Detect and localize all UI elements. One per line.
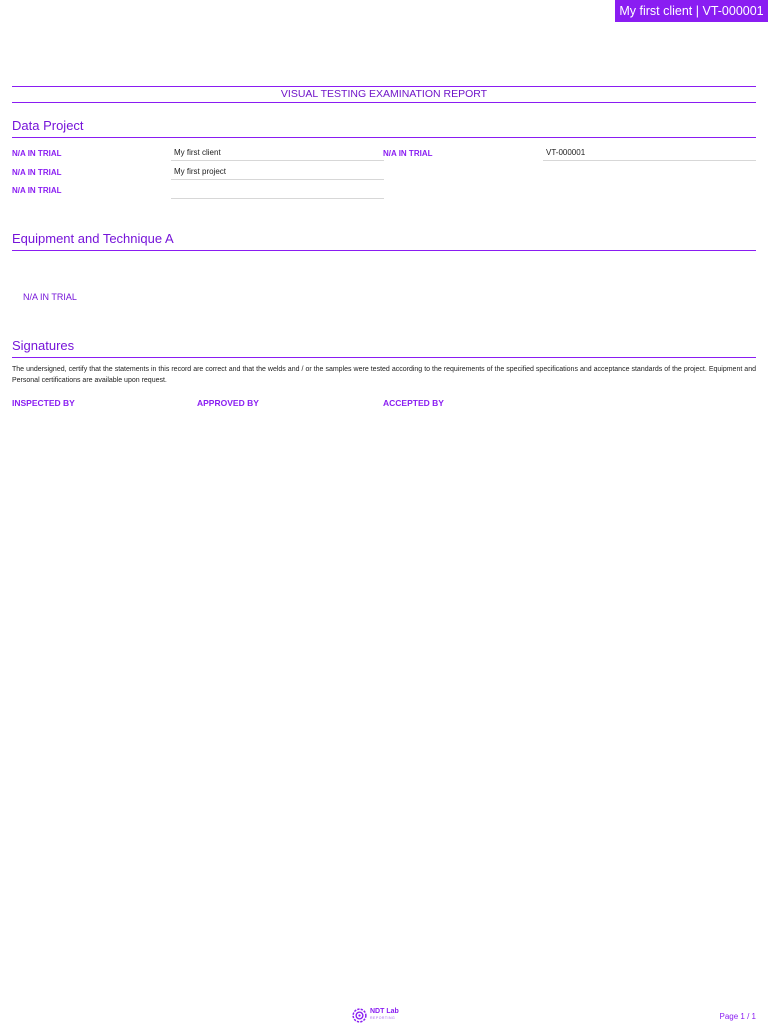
equipment-na-note: N/A IN TRIAL [23, 292, 77, 302]
field-value-report-number: VT-000001 [543, 148, 756, 161]
section-title-signatures: Signatures [12, 338, 756, 358]
logo-wordmark: NDT Lab [370, 1008, 399, 1015]
report-header-tag: My first client | VT-000001 [615, 0, 768, 22]
field-value-project: My first project [171, 167, 384, 180]
field-value-client: My first client [171, 148, 384, 161]
field-label-project: N/A IN TRIAL [12, 168, 62, 177]
certification-statement: The undersigned, certify that the statements in this record are correct and that the welds and / or the samples were tested according to the requirements of the specified specifications and acceptance standards of the project. Equipment and Personal certifications are available upon request. [12, 366, 756, 384]
ndt-lab-logo [352, 1006, 412, 1024]
approved-by-label: APPROVED BY [197, 398, 259, 408]
accepted-by-label: ACCEPTED BY [383, 398, 444, 408]
report-title: VISUAL TESTING EXAMINATION REPORT [12, 86, 756, 103]
field-label-client: N/A IN TRIAL [12, 149, 62, 158]
page-number: Page 1 / 1 [719, 1012, 756, 1021]
section-title-equipment: Equipment and Technique A [12, 231, 756, 251]
logo-tagline: REPORTING [370, 1016, 396, 1020]
field-value-empty [171, 186, 384, 199]
section-title-data-project: Data Project [12, 118, 756, 138]
ndt-lab-logo-icon [352, 1008, 367, 1023]
field-label-report-number: N/A IN TRIAL [383, 149, 433, 158]
field-label-empty: N/A IN TRIAL [12, 186, 62, 195]
inspected-by-label: INSPECTED BY [12, 398, 75, 408]
